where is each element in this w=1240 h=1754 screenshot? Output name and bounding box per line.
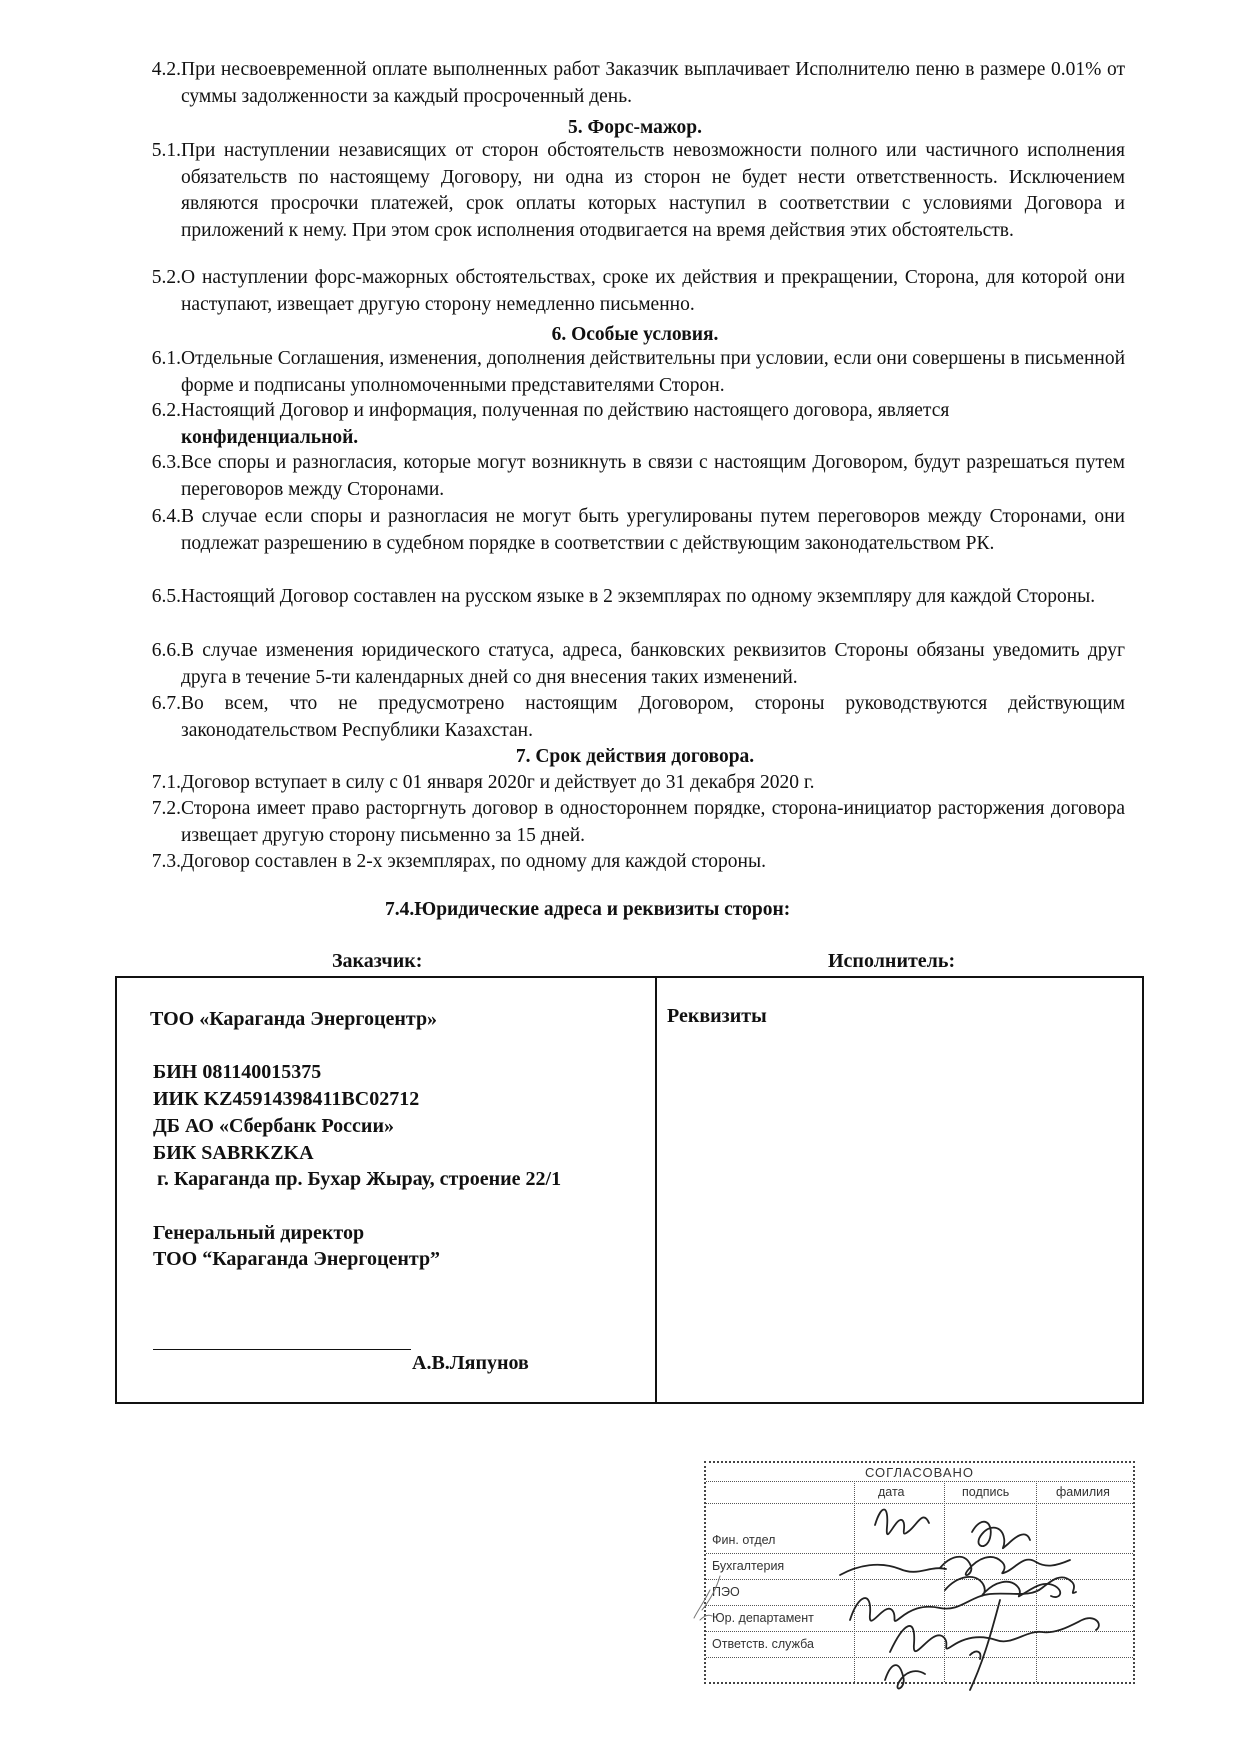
clause-number: 4.2. [151,59,181,80]
customer-address: г. Караганда пр. Бухар Жырау, строение 22/1 [157,1168,562,1190]
clause-6-3 [145,450,1125,503]
stamp-row-legal: Юр. департамент [712,1611,814,1625]
clause-text: В случае если споры и разногласия не могут быть урегулированы путем переговоров между Сторонами, они подлежат разрешению в судебном порядке в соответствии с действующим законодательством РК. [181,506,1125,554]
clause-text: При несвоевременной оплате выполненных работ Заказчик выплачивает Исполнителю пеню в размере 0.01% от суммы задолженности за каждый просроченный день. [181,59,1125,107]
stamp-row-accounting: Бухгалтерия [712,1559,785,1573]
clause-7-2 [145,796,1125,849]
section-7-heading: 7. Срок действия договора. [515,746,755,767]
clause-number: 7.1. [151,772,181,793]
clause-6-2 [145,398,1125,451]
stamp-row-peo: ПЭО [712,1585,740,1599]
clause-number: 6.1. [151,348,181,369]
signature-line [153,1349,411,1350]
stamp-row-responsible: Ответств. служба [712,1637,814,1651]
stamp-col-signature: подпись [962,1485,1010,1499]
clause-6-4 [145,504,1125,557]
clause-text: Отдельные Соглашения, изменения, дополнения действительны при условии, если они совершены в письменной форме и подписаны уполномоченными представителями Сторон. [181,348,1125,396]
clause-text: Настоящий Договор составлен на русском языке в 2 экземплярах по одному экземпляру для каждой Стороны. [181,586,1096,607]
clause-number: 6.2. [151,400,181,421]
customer-position-company: ТОО “Караганда Энергоцентр” [153,1248,441,1270]
clause-text: Все споры и разногласия, которые могут возникнуть в связи с настоящим Договором, будут разрешаться путем переговоров между Сторонами. [181,452,1125,500]
clause-4-2 [145,57,1125,110]
clause-text: О наступлении форс-мажорных обстоятельствах, сроке их действия и прекращении, Сторона, для которой они наступают, извещает другую сторону немедленно письменно. [181,267,1125,315]
customer-company: ТОО «Караганда Энергоцентр» [150,1008,438,1030]
clause-6-5 [145,584,1125,611]
clause-6-6 [145,638,1125,691]
stamp-title: СОГЛАСОВАНО [864,1465,975,1480]
section-5-heading: 5. Форс-мажор. [567,117,702,138]
customer-bin: БИН 081140015375 [153,1061,322,1083]
clause-6-1 [145,346,1125,399]
clause-5-2 [145,265,1125,318]
clause-number: 7.2. [151,798,181,819]
customer-signatory: А.В.Ляпунов [412,1352,529,1374]
clause-number: 6.7. [151,693,181,714]
requisites-title: 7.4.Юридические адреса и реквизиты сторон: [385,899,791,920]
clause-number: 6.6. [151,640,181,661]
clause-text-main: Настоящий Договор и информация, полученная по действию настоящего договора, является [181,400,950,421]
stamp-col-date: дата [878,1485,905,1499]
contractor-header: Исполнитель: [828,950,956,972]
contractor-requisites-label: Реквизиты [667,1005,767,1027]
clause-7-3 [145,849,1125,876]
clause-7-1 [145,770,1125,797]
clause-text: Договор составлен в 2-х экземплярах, по одному для каждой стороны. [181,851,766,872]
clause-text-bold: конфиденциальной. [181,426,359,448]
clause-text: В случае изменения юридического статуса, адреса, банковских реквизитов Стороны обязаны уведомить друг друга в течение 5-ти календарных дней со дня внесения таких изменений. [181,640,1125,688]
clause-text: При наступлении независящих от сторон обстоятельств невозможности полного или частичного исполнения обязательств по настоящему Договору, ни одна из сторон не будет нести ответственность. Исключением являются просрочки платежей, срок оплаты которых наступил в соответствии с условиями Договора и приложений к нему. При этом срок исполнения отодвигается на время действия этих обстоятельств. [181,140,1125,241]
handwritten-signatures [640,1480,1200,1720]
customer-bik: БИК SABRKZKA [153,1142,314,1164]
customer-bank: ДБ АО «Сбербанк России» [153,1115,394,1137]
stamp-col-surname: фамилия [1056,1485,1110,1499]
clause-text: Договор вступает в силу с 01 января 2020г и действует до 31 декабря 2020 г. [181,772,815,793]
clause-number: 6.4. [151,506,181,527]
customer-header: Заказчик: [332,950,423,972]
clause-6-7 [145,691,1125,744]
requisites-divider [655,976,657,1404]
clause-text: Сторона имеет право расторгнуть договор в одностороннем порядке, сторона-инициатор расторжения договора извещает другую сторону письменно за 15 дней. [181,798,1125,846]
customer-iik: ИИК KZ45914398411BC02712 [153,1088,420,1110]
clause-number: 5.2. [151,267,181,288]
clause-number: 6.3. [151,452,181,473]
clause-text: Во всем, что не предусмотрено настоящим Договором, стороны руководствуются действующим законодательством Республики Казахстан. [181,693,1125,741]
clause-5-1 [145,138,1125,244]
clause-number: 7.3. [151,851,181,872]
clause-number: 6.5. [151,586,181,607]
section-6-heading: 6. Особые условия. [551,324,719,345]
stamp-row-finance: Фин. отдел [712,1533,776,1547]
customer-position: Генеральный директор [153,1222,365,1244]
clause-text [181,398,1125,451]
clause-number: 5.1. [151,140,181,161]
